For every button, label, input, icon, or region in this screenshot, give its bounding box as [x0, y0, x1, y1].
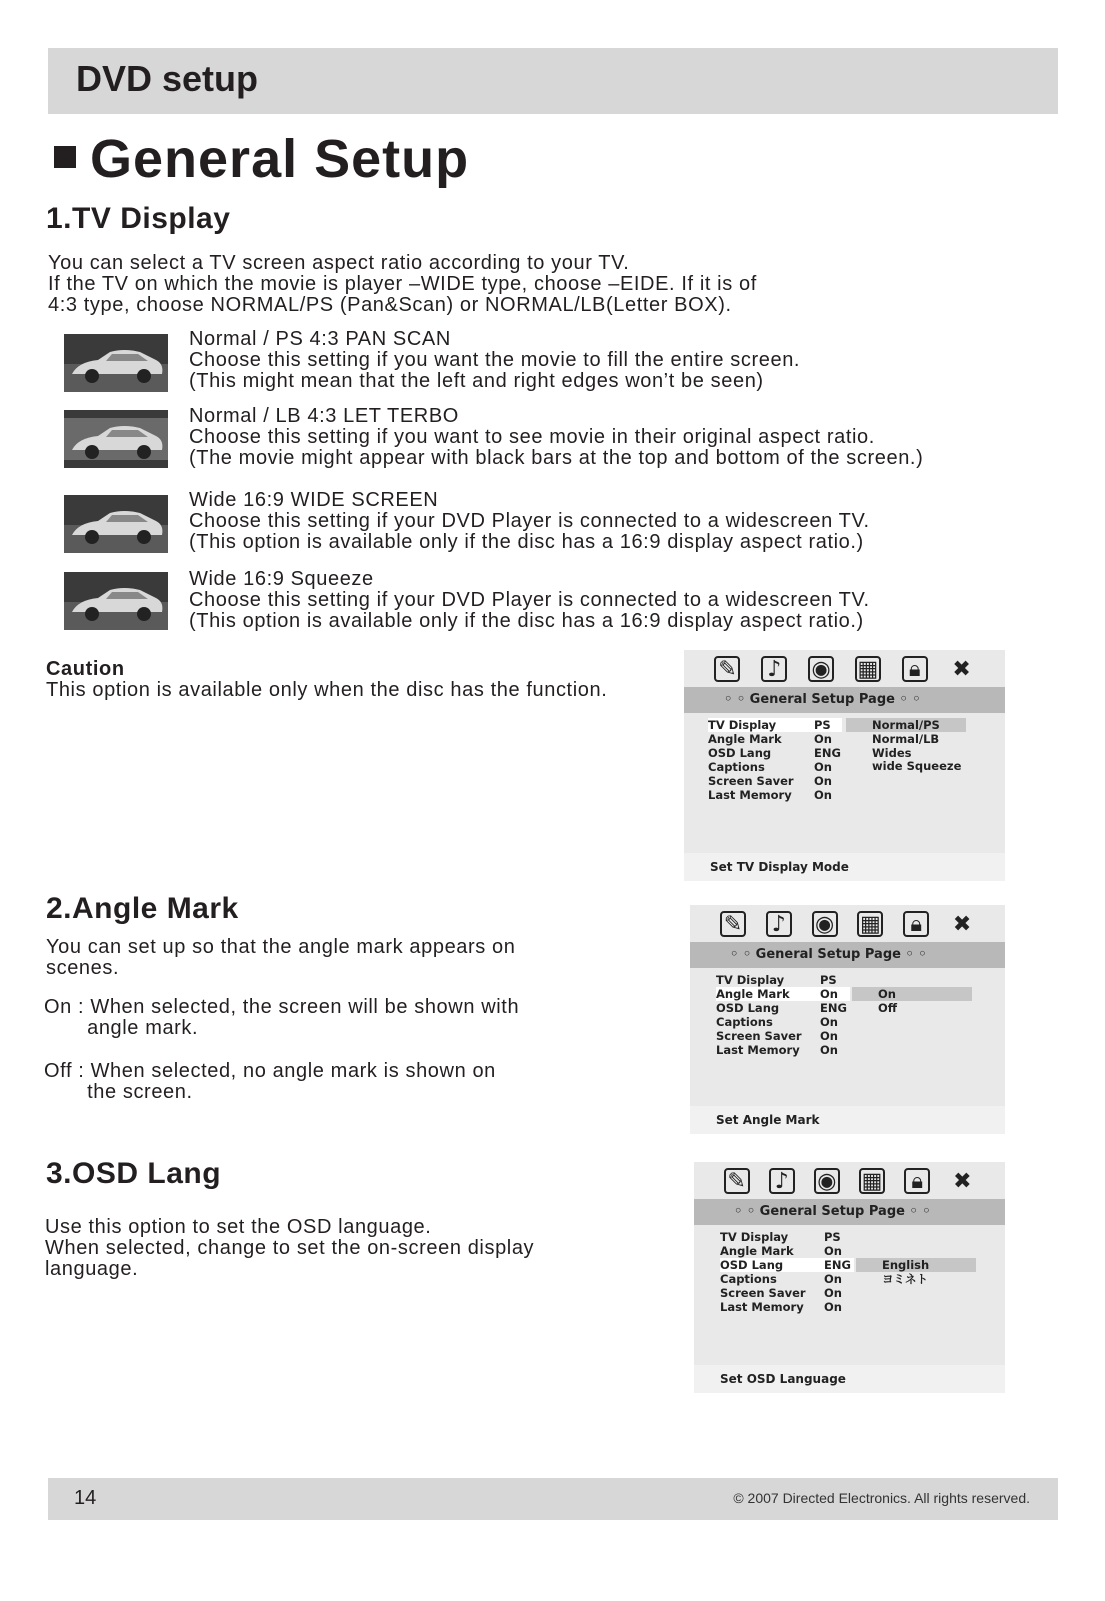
car-image: [64, 495, 168, 553]
option-normal-lb: Normal / LB 4:3 LET TERBO Choose this setting if you want to see movie in their original aspect ratio. (The movie might appear with black bars at the top and bottom of the screen.): [189, 405, 924, 469]
car-image: [64, 410, 168, 468]
menu-footer-hint: Set Angle Mark: [690, 1106, 1005, 1134]
menu-item-screen-saver[interactable]: Screen Saver On: [720, 1286, 842, 1300]
caution-label: Caution: [46, 658, 125, 680]
video-icon[interactable]: ◉: [814, 1168, 840, 1194]
angle-mark-intro: You can set up so that the angle mark appears on scenes.: [46, 936, 516, 979]
menu-item-angle-mark[interactable]: Angle Mark On: [720, 1244, 842, 1258]
menu-item-captions[interactable]: Captions On: [708, 760, 832, 774]
exit-icon[interactable]: ✖: [953, 1168, 972, 1194]
video-icon[interactable]: ◉: [812, 911, 838, 937]
setup-menu-panel-osd-lang: [694, 1162, 1005, 1391]
audio-icon[interactable]: ♪: [766, 911, 792, 937]
preference-icon[interactable]: ▦: [857, 911, 883, 937]
menu-item-screen-saver[interactable]: Screen Saver On: [708, 774, 832, 788]
footer-bar: [48, 1478, 1058, 1520]
menu-item-captions[interactable]: Captions On: [716, 1015, 838, 1029]
menu-icon-bar: [690, 905, 1005, 943]
submenu-option[interactable]: Off: [878, 1001, 898, 1015]
copyright-notice: © 2007 Directed Electronics. All rights reserved.: [733, 1490, 1030, 1506]
submenu-option[interactable]: ヨミネト: [882, 1272, 928, 1286]
setup-menu-panel-angle-mark: [690, 905, 1005, 1134]
menu-icon-bar: [694, 1162, 1005, 1200]
menu-page-title: ◦ ◦ General Setup Page ◦ ◦: [694, 1199, 1005, 1225]
page-number: 14: [74, 1487, 97, 1509]
option-wide-screen: Wide 16:9 WIDE SCREEN Choose this setting if your DVD Player is connected to a widescreen TV. (This option is available only if the disc has a 16:9 display aspect ratio.): [189, 489, 870, 553]
osd-lang-heading: 3.OSD Lang: [46, 1157, 222, 1190]
menu-item-last-memory[interactable]: Last Memory On: [716, 1043, 838, 1057]
audio-icon[interactable]: ♪: [769, 1168, 795, 1194]
submenu-option[interactable]: On: [852, 987, 972, 1001]
tv-display-intro: You can select a TV screen aspect ratio according to your TV. If the TV on which the movie is player –WIDE type, choose –EIDE. If it is of 4:3 type, choose NORMAL/PS (Pan&Scan) or NORMAL/LB(Letter BOX).: [48, 252, 757, 316]
caution-text: This option is available only when the disc has the function.: [46, 679, 608, 701]
setup-disc-icon[interactable]: ✎: [714, 656, 740, 682]
menu-item-osd-lang[interactable]: OSD Lang ENG: [720, 1258, 854, 1272]
setup-disc-icon[interactable]: ✎: [720, 911, 746, 937]
header-bar: [48, 48, 1058, 114]
menu-item-tv-display[interactable]: TV Display PS: [720, 1230, 841, 1244]
menu-item-last-memory[interactable]: Last Memory On: [708, 788, 832, 802]
menu-item-osd-lang[interactable]: OSD Lang ENG: [708, 746, 841, 760]
menu-footer-hint: Set OSD Language: [694, 1365, 1005, 1393]
menu-item-last-memory[interactable]: Last Memory On: [720, 1300, 842, 1314]
option-wide-squeeze: Wide 16:9 Squeeze Choose this setting if your DVD Player is connected to a widescreen TV. (This option is available only if the disc has a 16:9 display aspect ratio.): [189, 568, 870, 632]
preference-icon[interactable]: ▦: [859, 1168, 885, 1194]
menu-icon-bar: [684, 650, 1005, 688]
setup-disc-icon[interactable]: ✎: [724, 1168, 750, 1194]
menu-item-captions[interactable]: Captions On: [720, 1272, 842, 1286]
square-bullet-icon: [54, 146, 76, 168]
angle-mark-heading: 2.Angle Mark: [46, 892, 239, 925]
angle-mark-off-desc: Off : When selected, no angle mark is shown on the screen.: [44, 1060, 496, 1103]
lock-icon[interactable]: 🔒︎: [903, 911, 929, 937]
video-icon[interactable]: ◉: [808, 656, 834, 682]
menu-page-title: ◦ ◦ General Setup Page ◦ ◦: [690, 942, 1005, 968]
menu-item-tv-display[interactable]: TV Display PS: [716, 973, 837, 987]
lock-icon[interactable]: 🔒︎: [904, 1168, 930, 1194]
tv-display-heading: 1.TV Display: [46, 202, 231, 235]
header-title: DVD setup: [76, 58, 259, 99]
car-image: [64, 572, 168, 630]
submenu-option[interactable]: English: [856, 1258, 976, 1272]
submenu-option[interactable]: Wides: [872, 746, 912, 760]
angle-mark-on-desc: On : When selected, the screen will be shown with angle mark.: [44, 996, 520, 1039]
submenu-option[interactable]: Normal/LB: [872, 732, 940, 746]
lock-icon[interactable]: 🔒︎: [902, 656, 928, 682]
menu-item-tv-display[interactable]: TV Display PS: [708, 718, 842, 732]
option-normal-ps: Normal / PS 4:3 PAN SCAN Choose this setting if you want the movie to fill the entire screen. (This might mean that the left and right edges won’t be seen): [189, 328, 801, 392]
page-title: General Setup: [54, 128, 469, 190]
audio-icon[interactable]: ♪: [761, 656, 787, 682]
menu-footer-hint: Set TV Display Mode: [684, 853, 1005, 881]
submenu-option[interactable]: wide Squeeze: [872, 759, 962, 773]
setup-menu-panel-tv-display: [684, 650, 1005, 879]
preference-icon[interactable]: ▦: [855, 656, 881, 682]
car-image: [64, 334, 168, 392]
exit-icon[interactable]: ✖: [952, 911, 972, 937]
submenu-option[interactable]: Normal/PS: [846, 718, 966, 732]
menu-page-title: ◦ ◦ General Setup Page ◦ ◦: [684, 687, 1005, 713]
menu-item-angle-mark[interactable]: Angle Mark On: [708, 732, 832, 746]
menu-item-screen-saver[interactable]: Screen Saver On: [716, 1029, 838, 1043]
exit-icon[interactable]: ✖: [952, 656, 971, 682]
osd-lang-text: Use this option to set the OSD language. When selected, change to set the on-screen display language.: [45, 1216, 535, 1280]
menu-item-osd-lang[interactable]: OSD Lang ENG: [716, 1001, 847, 1015]
menu-item-angle-mark[interactable]: Angle Mark On: [716, 987, 850, 1001]
